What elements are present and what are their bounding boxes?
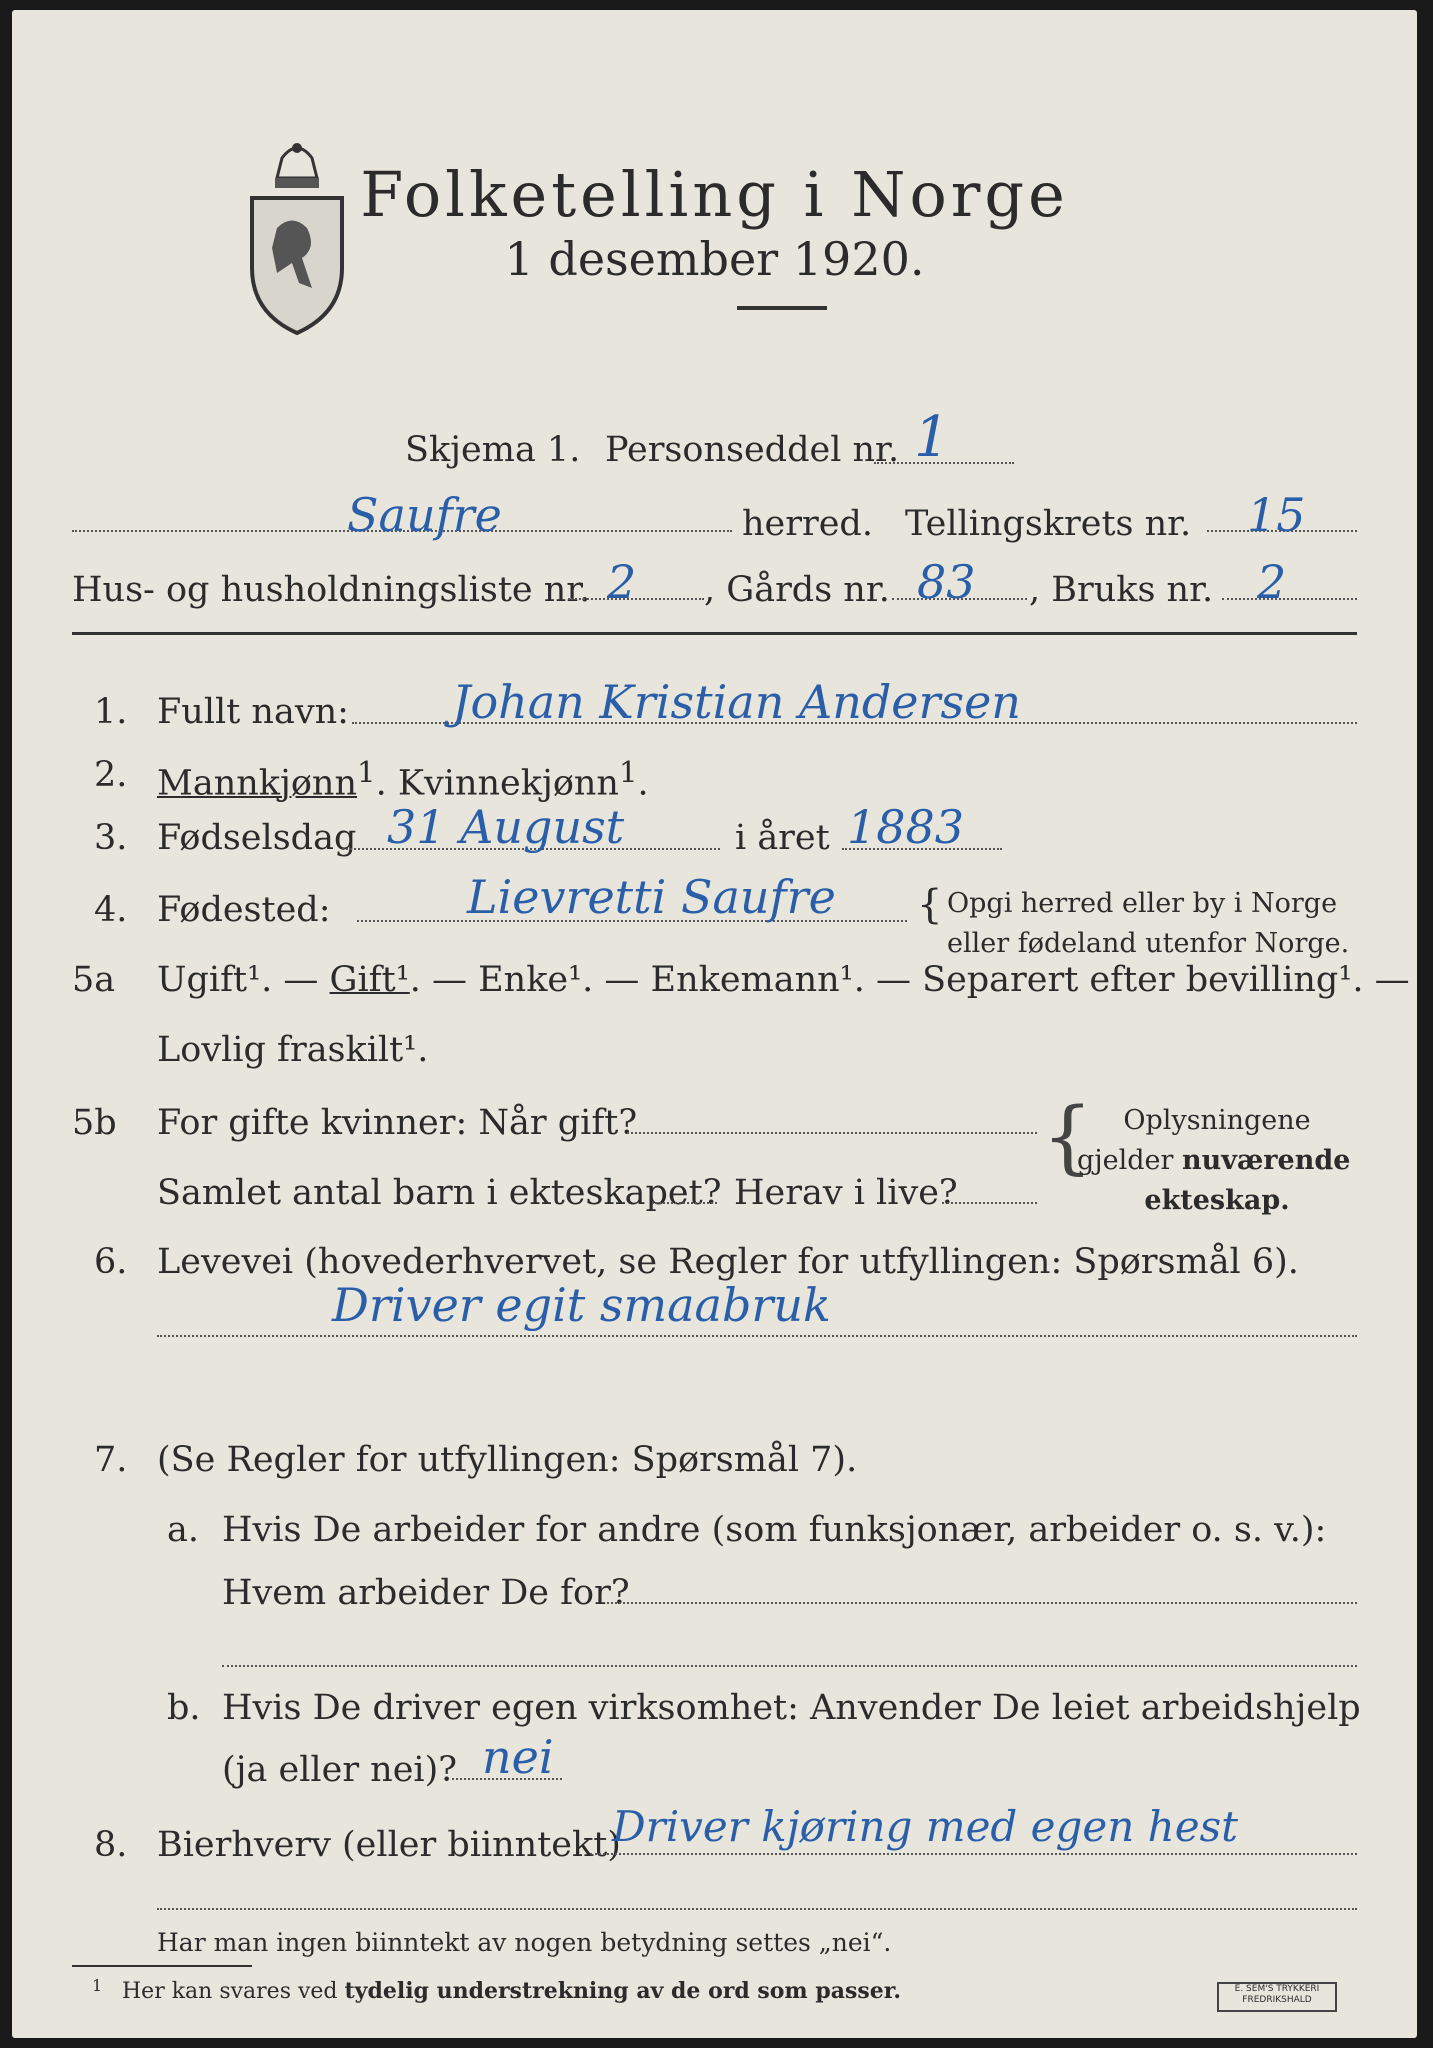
q7-number: 7. [94, 1440, 128, 1480]
hus-value[interactable]: 2 [607, 555, 637, 609]
q5a-options [157, 960, 1410, 1000]
header-rule [72, 632, 1357, 635]
bruks-value[interactable]: 2 [1257, 555, 1287, 609]
printer-line-1: E. SEM'S TRYKKERI [1234, 1984, 1320, 1994]
q5b-note-3: ekteskap. [1144, 1185, 1290, 1216]
q7b-letter: b. [167, 1688, 201, 1728]
q2-end: . [637, 763, 649, 804]
q7a-letter: a. [167, 1510, 199, 1550]
herred-value[interactable]: Saufre [347, 488, 502, 542]
q7a-line-1 [607, 1602, 1357, 1604]
q7b-sub: (ja eller nei)? [222, 1750, 458, 1790]
title-divider [737, 306, 827, 310]
q5b-label-3: Herav i live? [734, 1173, 958, 1213]
q4-number: 4. [94, 890, 128, 930]
q6-number: 6. [94, 1242, 128, 1282]
hus-label: Hus- og husholdningsliste nr. [72, 570, 591, 610]
q5b-line-2 [652, 1202, 717, 1204]
q5b-note-2a: gjelder [1077, 1145, 1183, 1176]
q3-number: 3. [94, 818, 128, 858]
q4-value[interactable]: Lievretti Saufre [467, 870, 836, 924]
q7a-sub: Hvem arbeider De for? [222, 1573, 630, 1613]
q7a-line-2 [222, 1665, 1357, 1667]
q5a-number: 5a [72, 960, 116, 1000]
form-date: 1 desember 1920. [504, 232, 925, 286]
q5b-label-1: For gifte kvinner: Når gift? [157, 1103, 638, 1143]
q5b-line-1 [627, 1132, 1037, 1134]
q5a-fraskilt[interactable]: Lovlig fraskilt¹. [157, 1030, 429, 1070]
footnote-text [122, 1978, 901, 2004]
q2-option-mann[interactable]: Mannkjønn [157, 763, 358, 804]
q5b-number: 5b [72, 1103, 117, 1143]
q1-number: 1. [94, 692, 128, 732]
gards-value[interactable]: 83 [917, 555, 976, 609]
footnote-rule [72, 1965, 252, 1967]
q5a-gift[interactable]: Gift¹ [329, 960, 410, 1000]
q8-line-2 [157, 1908, 1357, 1910]
tellingskrets-label: Tellingskrets nr. [905, 504, 1192, 544]
q5a-ugift[interactable]: Ugift¹. — [157, 960, 330, 1000]
q8-value[interactable]: Driver kjøring med egen hest [612, 1802, 1239, 1851]
q5b-note-2b: nuværende [1182, 1145, 1351, 1176]
q2-options: Mannkjønn$^1$. Kvinnekjønn$^1$. [157, 755, 649, 804]
q3-year-label: i året [735, 818, 830, 858]
q2-number: 2. [94, 755, 128, 795]
footnote-number: 1 [92, 1976, 103, 1995]
q8-number: 8. [94, 1825, 128, 1865]
q8-line-1 [590, 1853, 1357, 1855]
q5a-rest[interactable]: . — Enke¹. — Enkemann¹. — Separert efter bevilling¹. — [409, 960, 1410, 1000]
q2-sep: . [375, 763, 398, 804]
tellingskrets-value[interactable]: 15 [1247, 488, 1306, 542]
q5b-brace-icon: { [1042, 1090, 1093, 1183]
form-title: Folketelling i Norge [360, 158, 1069, 231]
bruks-line [1222, 598, 1357, 600]
q7-label: (Se Regler for utfyllingen: Spørsmål 7). [157, 1440, 858, 1480]
q6-label: Levevei (hovederhvervet, se Regler for utfyllingen: Spørsmål 6). [157, 1242, 1299, 1282]
q4-note-1: Opgi herred eller by i Norge [947, 888, 1338, 919]
q3-year-value[interactable]: 1883 [847, 800, 965, 854]
footnote-text-b: tydelig understrekning av de ord som passer. [344, 1978, 902, 2004]
q5b-note-2 [1077, 1145, 1350, 1176]
q1-label: Fullt navn: [157, 692, 349, 732]
q5b-label-2: Samlet antal barn i ekteskapet? [157, 1173, 722, 1213]
q5b-line-3 [942, 1202, 1037, 1204]
gards-label: , Gårds nr. [704, 570, 890, 610]
personseddel-label: Personseddel nr. [605, 430, 900, 470]
q6-value[interactable]: Driver egit smaabruk [332, 1278, 831, 1332]
q4-note-2: eller fødeland utenfor Norge. [947, 928, 1350, 959]
q2-option-kvinne[interactable]: Kvinnekjønn [397, 763, 619, 804]
q5b-note-1: Oplysningene [1123, 1105, 1311, 1136]
printer-line-2: FREDRIKSHALD [1242, 1995, 1312, 2005]
q1-value[interactable]: Johan Kristian Andersen [452, 675, 1021, 729]
q7b-value[interactable]: nei [482, 1730, 554, 1784]
q7a-text: Hvis De arbeider for andre (som funksjonær, arbeider o. s. v.): [222, 1510, 1327, 1550]
q3-value[interactable]: 31 August [387, 800, 625, 854]
skjema-label: Skjema 1. [405, 430, 581, 470]
footnote-text-a: Her kan svares ved [122, 1979, 345, 2004]
footer-note: Har man ingen biinntekt av nogen betydning settes „nei“. [157, 1928, 892, 1957]
q6-line [157, 1335, 1357, 1337]
herred-label: herred. [742, 504, 873, 544]
q4-bracket-icon: { [917, 882, 943, 928]
q3-label: Fødselsdag [157, 818, 357, 858]
personseddel-value[interactable]: 1 [914, 405, 950, 470]
census-form [12, 10, 1417, 2038]
bruks-label: , Bruks nr. [1029, 570, 1214, 610]
q7b-text: Hvis De driver egen virksomhet: Anvender De leiet arbeidshjelp [222, 1688, 1361, 1728]
q8-label: Bierhverv (eller biinntekt) [157, 1825, 621, 1865]
q4-label: Fødested: [157, 890, 331, 930]
printer-mark [1217, 1982, 1337, 2012]
